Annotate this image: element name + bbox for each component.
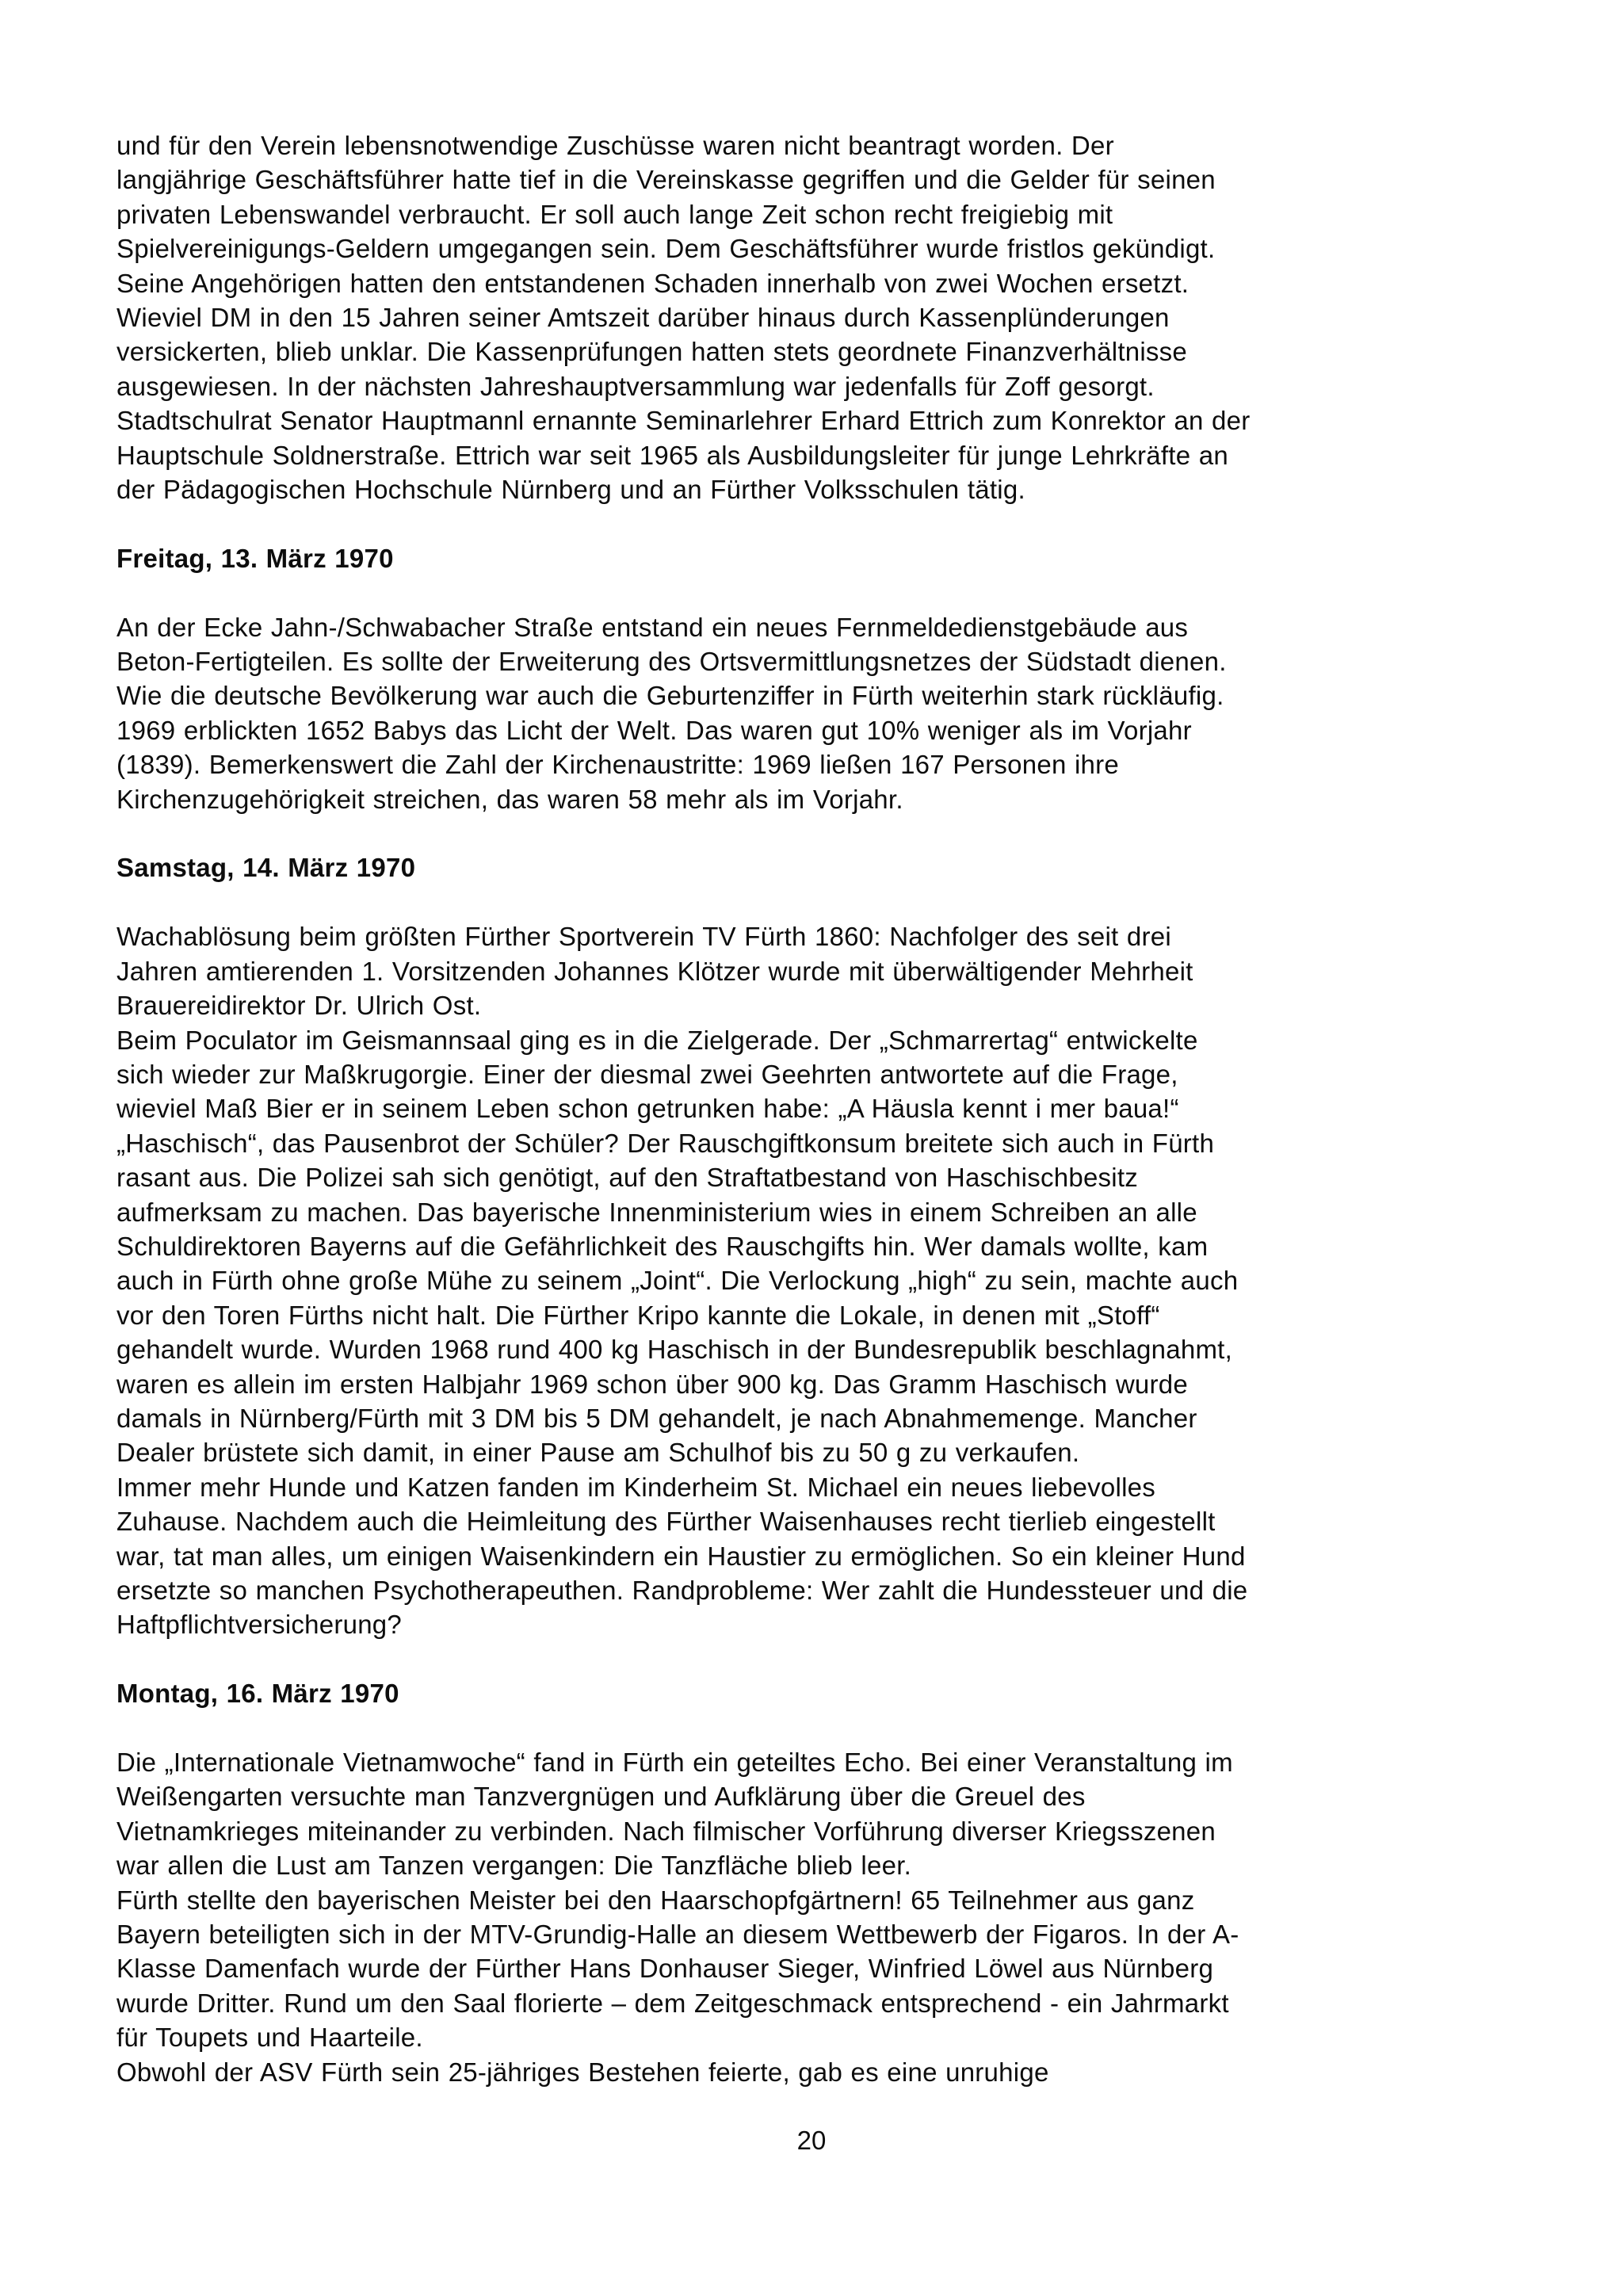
text-line: Wachablösung beim größten Fürther Sportverein TV Fürth 1860: Nachfolger des seit drei bbox=[116, 922, 1171, 952]
heading-montag-16-maerz-1970: Montag, 16. März 1970 bbox=[116, 1679, 399, 1709]
text-line: und für den Verein lebensnotwendige Zuschüsse waren nicht beantragt worden. Der bbox=[116, 131, 1114, 160]
text-line: damals in Nürnberg/Fürth mit 3 DM bis 5 DM gehandelt, je nach Abnahmemenge. Mancher bbox=[116, 1403, 1197, 1433]
text-line: vor den Toren Fürths nicht halt. Die Fürther Kripo kannte die Lokale, in denen mit „Stoff“ bbox=[116, 1300, 1160, 1330]
text-line: sich wieder zur Maßkrugorgie. Einer der diesmal zwei Geehrten antwortete auf die Frage, bbox=[116, 1059, 1178, 1089]
text-line: Fürth stellte den bayerischen Meister bei den Haarschopfgärtnern! 65 Teilnehmer aus ganz bbox=[116, 1885, 1195, 1915]
text-line: aufmerksam zu machen. Das bayerische Innenministerium wies in einem Schreiben an alle bbox=[116, 1197, 1197, 1227]
text-line: Jahren amtierenden 1. Vorsitzenden Johannes Klötzer wurde mit überwältigender Mehrheit bbox=[116, 956, 1193, 986]
text-line: Beton-Fertigteilen. Es sollte der Erweiterung des Ortsvermittlungsnetzes der Südstadt dienen. bbox=[116, 647, 1227, 677]
text-line: Klasse Damenfach wurde der Fürther Hans Donhauser Sieger, Winfried Löwel aus Nürnberg bbox=[116, 1954, 1214, 1984]
text-line: war allen die Lust am Tanzen vergangen: Die Tanzfläche blieb leer. bbox=[116, 1851, 912, 1881]
text-line: Stadtschulrat Senator Hauptmannl ernannte Seminarlehrer Erhard Ettrich zum Konrektor an der bbox=[116, 406, 1251, 436]
text-line: Schuldirektoren Bayerns auf die Gefährlichkeit des Rauschgifts hin. Wer damals wollte, kam bbox=[116, 1231, 1209, 1261]
text-line: Die „Internationale Vietnamwoche“ fand in Fürth ein geteiltes Echo. Bei einer Veranstaltung im bbox=[116, 1748, 1233, 1777]
text-line: Wieviel DM in den 15 Jahren seiner Amtszeit darüber hinaus durch Kassenplünderungen bbox=[116, 303, 1170, 333]
text-line: auch in Fürth ohne große Mühe zu seinem „Joint“. Die Verlockung „high“ zu sein, machte auch bbox=[116, 1266, 1239, 1296]
text-line: (1839). Bemerkenswert die Zahl der Kirchenaustritte: 1969 ließen 167 Personen ihre bbox=[116, 750, 1120, 780]
text-line: Haftpflichtversicherung? bbox=[116, 1610, 403, 1640]
text-line: Dealer brüstete sich damit, in einer Pause am Schulhof bis zu 50 g zu verkaufen. bbox=[116, 1438, 1080, 1468]
text-line: Hauptschule Soldnerstraße. Ettrich war seit 1965 als Ausbildungsleiter für junge Lehrkräfte an bbox=[116, 440, 1228, 470]
text-line: rasant aus. Die Polizei sah sich genötigt, auf den Straftatbestand von Haschischbesitz bbox=[116, 1163, 1139, 1193]
text-line: Bayern beteiligten sich in der MTV-Grundig-Halle an diesem Wettbewerb der Figaros. In der A- bbox=[116, 1920, 1239, 1950]
heading-freitag-13-maerz-1970: Freitag, 13. März 1970 bbox=[116, 543, 394, 573]
text-line: „Haschisch“, das Pausenbrot der Schüler? Der Rauschgiftkonsum breitete sich auch in Fürth bbox=[116, 1128, 1215, 1158]
text-line: ersetzte so manchen Psychotherapeuthen. Randprobleme: Wer zahlt die Hundessteuer und die bbox=[116, 1576, 1248, 1605]
text-line: Seine Angehörigen hatten den entstandenen Schaden innerhalb von zwei Wochen ersetzt. bbox=[116, 268, 1190, 298]
document-body bbox=[116, 128, 1432, 2089]
text-line: Immer mehr Hunde und Katzen fanden im Kinderheim St. Michael ein neues liebevolles bbox=[116, 1472, 1156, 1502]
text-line: privaten Lebenswandel verbraucht. Er soll auch lange Zeit schon recht freigiebig mit bbox=[116, 199, 1113, 229]
text-line: Kirchenzugehörigkeit streichen, das waren 58 mehr als im Vorjahr. bbox=[116, 784, 903, 814]
paragraph-montag bbox=[116, 1745, 1432, 2089]
text-line: ausgewiesen. In der nächsten Jahreshauptversammlung war jedenfalls für Zoff gesorgt. bbox=[116, 371, 1155, 401]
text-line: Zuhause. Nachdem auch die Heimleitung des Fürther Waisenhauses recht tierlieb eingestellt bbox=[116, 1507, 1216, 1537]
text-line: für Toupets und Haarteile. bbox=[116, 2023, 423, 2053]
text-line: Brauereidirektor Dr. Ulrich Ost. bbox=[116, 991, 482, 1021]
text-line: Wie die deutsche Bevölkerung war auch die Geburtenziffer in Fürth weiterhin stark rückläufig. bbox=[116, 681, 1224, 711]
text-line: wurde Dritter. Rund um den Saal florierte – dem Zeitgeschmack entsprechend - ein Jahrmarkt bbox=[116, 1988, 1229, 2018]
heading-samstag-14-maerz-1970: Samstag, 14. März 1970 bbox=[116, 853, 416, 883]
paragraph-freitag bbox=[116, 610, 1432, 816]
text-line: Spielvereinigungs-Geldern umgegangen sein. Dem Geschäftsführer wurde fristlos gekündigt. bbox=[116, 234, 1216, 264]
text-line: Vietnamkrieges miteinander zu verbinden. Nach filmischer Vorführung diverser Kriegsszenen bbox=[116, 1816, 1216, 1846]
text-line: waren es allein im ersten Halbjahr 1969 schon über 900 kg. Das Gramm Haschisch wurde bbox=[116, 1369, 1188, 1399]
text-line: versickerten, blieb unklar. Die Kassenprüfungen hatten stets geordnete Finanzverhältnisse bbox=[116, 337, 1188, 367]
text-line: Weißengarten versuchte man Tanzvergnügen und Aufklärung über die Greuel des bbox=[116, 1782, 1086, 1812]
text-line: wieviel Maß Bier er in seinem Leben schon getrunken habe: „A Häusla kennt i mer baua!“ bbox=[116, 1094, 1179, 1124]
text-line: der Pädagogischen Hochschule Nürnberg und an Fürther Volksschulen tätig. bbox=[116, 475, 1025, 505]
text-line: gehandelt wurde. Wurden 1968 rund 400 kg Haschisch in der Bundesrepublik beschlagnahmt, bbox=[116, 1335, 1233, 1365]
page-number: 20 bbox=[796, 2126, 827, 2155]
text-line: An der Ecke Jahn-/Schwabacher Straße entstand ein neues Fernmeldedienstgebäude aus bbox=[116, 612, 1189, 642]
text-line: war, tat man alles, um einigen Waisenkindern ein Haustier zu ermöglichen. So ein kleiner Hund bbox=[116, 1541, 1246, 1571]
text-line: langjährige Geschäftsführer hatte tief in die Vereinskasse gegriffen und die Gelder für seinen bbox=[116, 165, 1216, 195]
opening-paragraph bbox=[116, 128, 1432, 506]
text-line: 1969 erblickten 1652 Babys das Licht der Welt. Das waren gut 10% weniger als im Vorjahr bbox=[116, 715, 1192, 745]
text-line: Beim Poculator im Geismannsaal ging es in die Zielgerade. Der „Schmarrertag“ entwickelte bbox=[116, 1025, 1198, 1055]
text-line: Obwohl der ASV Fürth sein 25-jähriges Bestehen feierte, gab es eine unruhige bbox=[116, 2057, 1049, 2087]
paragraph-samstag bbox=[116, 919, 1432, 1642]
